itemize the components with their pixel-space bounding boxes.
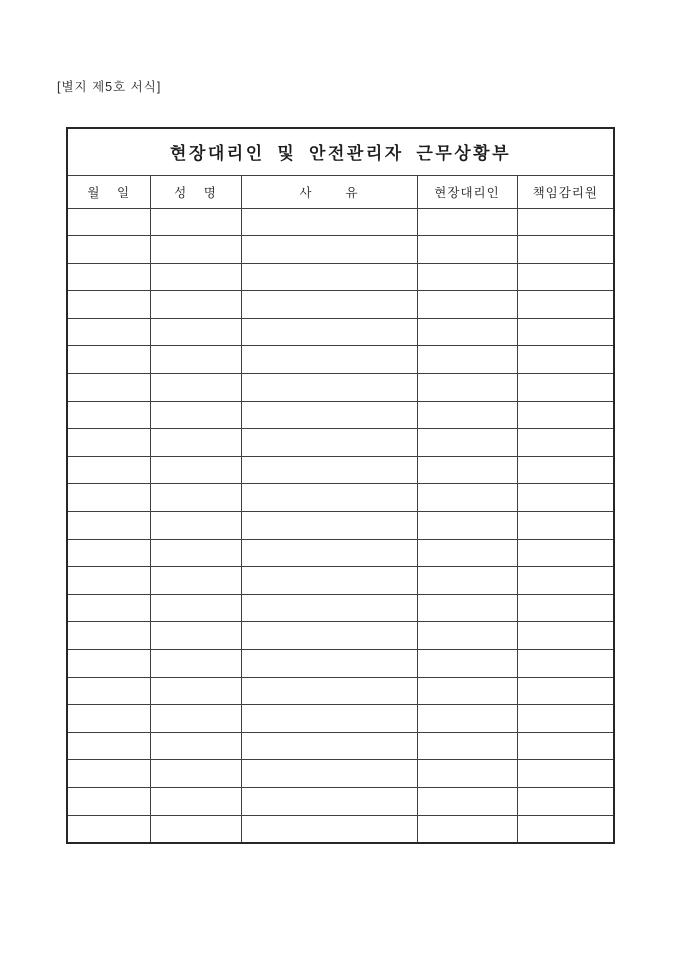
table-cell [67,318,150,346]
table-row [67,677,614,705]
table-cell [241,705,417,733]
table-cell [417,622,517,650]
table-row [67,346,614,374]
table-cell [241,650,417,678]
table-cell [417,318,517,346]
table-row [67,622,614,650]
table-cell [241,429,417,457]
table-cell [150,512,241,540]
table-cell [417,705,517,733]
table-cell [517,760,614,788]
table-cell [241,567,417,595]
table-row [67,208,614,236]
table-cell [417,787,517,815]
table-cell [150,705,241,733]
work-status-table [66,127,615,844]
table-cell [150,291,241,319]
table-row [67,484,614,512]
table-cell [150,346,241,374]
table-cell [67,539,150,567]
table-row [67,374,614,402]
column-header-1: 월 일 [67,175,150,208]
table-row [67,567,614,595]
table-cell [150,567,241,595]
table-cell [150,787,241,815]
table-cell [67,622,150,650]
table-cell [417,484,517,512]
table-title: 현장대리인 및 안전관리자 근무상황부 [67,128,614,175]
table-cell [417,815,517,843]
table-cell [67,429,150,457]
table-cell [67,567,150,595]
table-cell [417,650,517,678]
table-cell [417,512,517,540]
table-row [67,291,614,319]
table-cell [417,346,517,374]
table-cell [150,539,241,567]
table-row [67,456,614,484]
table-cell [241,291,417,319]
table-cell [241,208,417,236]
table-cell [67,677,150,705]
table-cell [150,622,241,650]
table-cell [150,236,241,264]
table-cell [241,374,417,402]
table-cell [150,484,241,512]
table-cell [517,484,614,512]
table-cell [241,263,417,291]
table-row [67,263,614,291]
table-cell [417,760,517,788]
table-cell [517,594,614,622]
table-cell [67,815,150,843]
table-cell [517,622,614,650]
table-cell [517,732,614,760]
table-row [67,650,614,678]
table-cell [150,208,241,236]
table-cell [417,236,517,264]
table-row [67,429,614,457]
title-row [67,128,614,175]
table-cell [67,346,150,374]
table-cell [67,732,150,760]
table-cell [241,760,417,788]
table-cell [241,512,417,540]
table-cell [517,208,614,236]
table-cell [517,512,614,540]
table-cell [241,346,417,374]
table-cell [67,401,150,429]
table-cell [241,787,417,815]
table-cell [67,263,150,291]
table-cell [517,429,614,457]
table-cell [150,815,241,843]
table-cell [150,263,241,291]
table-cell [67,760,150,788]
table-cell [241,677,417,705]
table-cell [150,760,241,788]
table-cell [67,456,150,484]
table-cell [417,374,517,402]
table-cell [67,705,150,733]
table-cell [517,291,614,319]
table-cell [517,650,614,678]
column-header-2: 성 명 [150,175,241,208]
table-cell [517,787,614,815]
table-cell [517,815,614,843]
table-cell [241,594,417,622]
table-cell [517,567,614,595]
table-cell [517,677,614,705]
table-row [67,594,614,622]
table-cell [67,374,150,402]
table-row [67,705,614,733]
table-cell [150,318,241,346]
table-cell [417,208,517,236]
form-label: [별지 제5호 서식] [57,80,162,94]
table-cell [67,291,150,319]
table-cell [241,539,417,567]
table-cell [241,401,417,429]
table-cell [150,429,241,457]
table-cell [417,677,517,705]
table-cell [417,539,517,567]
table-cell [517,456,614,484]
table-row [67,401,614,429]
table-cell [241,456,417,484]
table-row [67,787,614,815]
table-cell [417,732,517,760]
table-cell [150,650,241,678]
table-cell [67,787,150,815]
table-cell [241,484,417,512]
table-cell [67,484,150,512]
table-row [67,318,614,346]
table-cell [517,401,614,429]
table-cell [150,677,241,705]
table-cell [67,650,150,678]
table-cell [241,815,417,843]
table-cell [67,512,150,540]
table-cell [150,732,241,760]
table-cell [417,594,517,622]
table-cell [67,236,150,264]
table-row [67,539,614,567]
table-cell [517,705,614,733]
table-cell [517,318,614,346]
table-row [67,512,614,540]
table-cell [417,401,517,429]
table-cell [417,429,517,457]
table-cell [517,539,614,567]
table-cell [517,263,614,291]
table-cell [150,456,241,484]
table-cell [417,263,517,291]
table-cell [417,291,517,319]
column-header-3: 사 유 [241,175,417,208]
table-body [67,208,614,843]
table-cell [150,401,241,429]
table-cell [417,456,517,484]
table-cell [241,236,417,264]
table-cell [241,318,417,346]
column-header-5: 책임감리원 [517,175,614,208]
table-row [67,236,614,264]
table-cell [67,208,150,236]
table-cell [241,732,417,760]
table-cell [517,346,614,374]
table-row [67,815,614,843]
header-row [67,175,614,208]
table-row [67,732,614,760]
table-cell [150,594,241,622]
table-row [67,760,614,788]
table-cell [241,622,417,650]
table-cell [517,374,614,402]
table-cell [517,236,614,264]
table-cell [417,567,517,595]
table-cell [67,594,150,622]
table-cell [150,374,241,402]
column-header-4: 현장대리인 [417,175,517,208]
